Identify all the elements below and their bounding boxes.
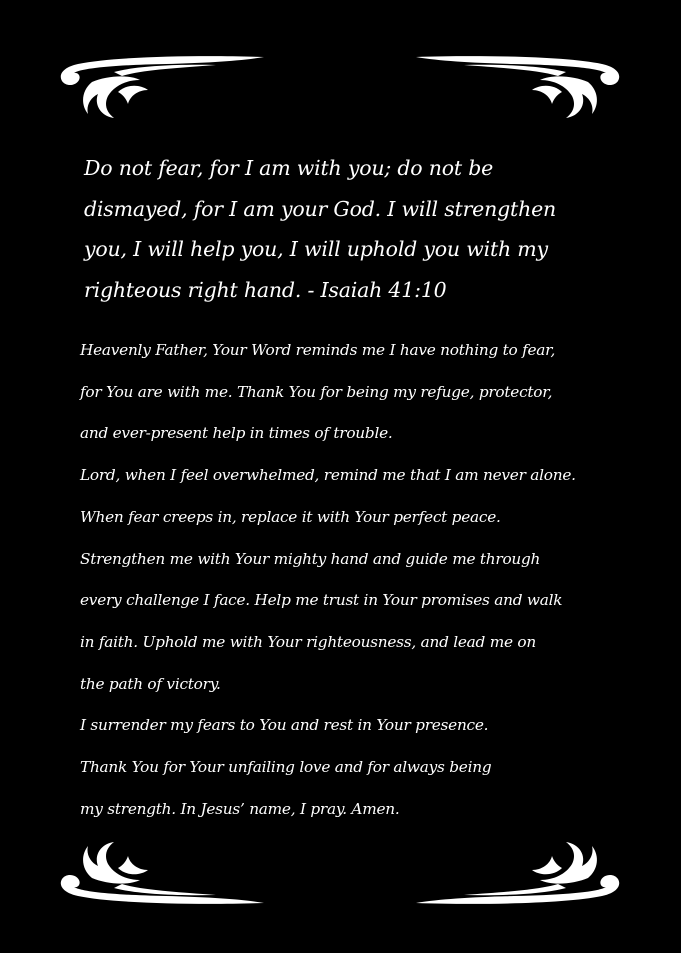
prayer-line: and ever-present help in times of trouble. — [80, 424, 393, 443]
flourish-icon — [56, 52, 266, 124]
prayer-line: my strength. In Jesus’ name, I pray. Amen. — [80, 799, 400, 818]
prayer-line: for You are with me. Thank You for being my refuge, protector, — [80, 382, 553, 401]
prayer-text — [80, 330, 660, 830]
verse-line: dismayed, for I am your God. I will strengthen — [84, 196, 557, 221]
flourish-icon — [414, 52, 624, 124]
prayer-line: Heavenly Father, Your Word reminds me I have nothing to fear, — [80, 341, 556, 359]
scripture-verse — [84, 148, 644, 310]
prayer-line: I surrender my fears to You and rest in Your presence. — [80, 716, 489, 735]
prayer-line: Strengthen me with Your mighty hand and guide me through — [80, 549, 541, 568]
prayer-line: Lord, when I feel overwhelmed, remind me that I am never alone. — [80, 466, 576, 485]
verse-line: you, I will help you, I will uphold you with my — [84, 237, 548, 261]
verse-line: righteous right hand. - Isaiah 41:10 — [84, 277, 447, 302]
prayer-line: every challenge I face. Help me trust in Your promises and walk — [80, 591, 563, 610]
flourish-icon — [414, 836, 624, 908]
prayer-line: in faith. Uphold me with Your righteousness, and lead me on — [80, 632, 536, 651]
prayer-line: When fear creeps in, replace it with Your perfect peace. — [80, 507, 501, 526]
prayer-line: the path of victory. — [80, 674, 221, 693]
flourish-icon — [56, 836, 266, 908]
verse-line: Do not fear, for I am with you; do not be — [84, 156, 494, 180]
prayer-line: Thank You for Your unfailing love and for always being — [80, 758, 492, 777]
